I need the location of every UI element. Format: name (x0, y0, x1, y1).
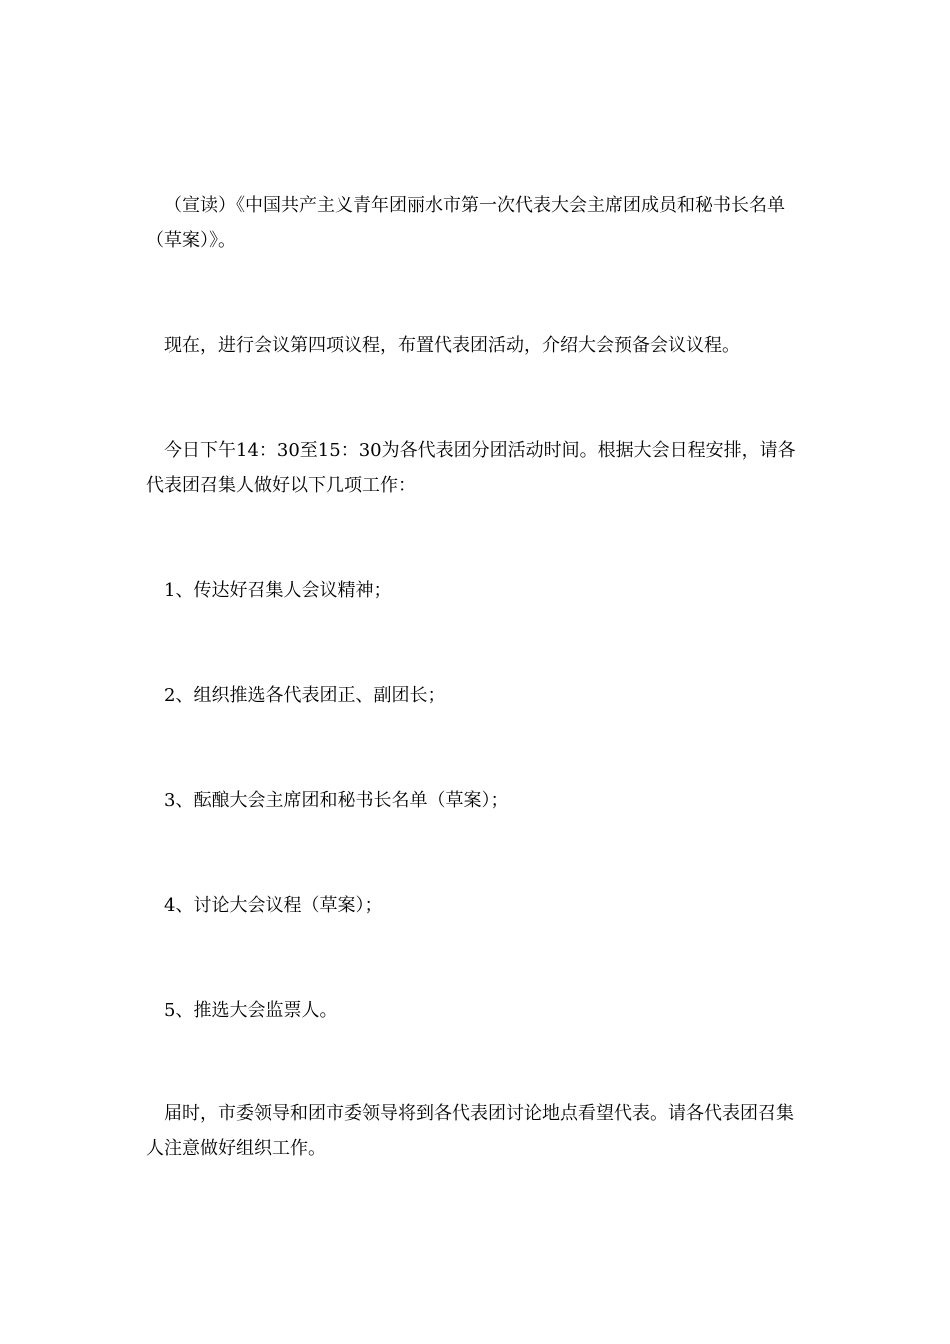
list-item-1: 1、传达好召集人会议精神； (164, 580, 392, 601)
list-item-3: 3、酝酿大会主席团和秘书长名单（草案）； (164, 790, 509, 811)
list-item-4: 4、讨论大会议程（草案）； (164, 895, 383, 916)
list-item-5: 5、推选大会监票人。 (164, 1000, 338, 1021)
paragraph-announcement: （宣读）《中国共产主义青年团丽水市第一次代表大会主席团成员和秘书长名单（草案）》。 (146, 195, 785, 251)
paragraph-schedule: 今日下午14：30至15：30为各代表团分团活动时间。根据大会日程安排，请各代表团召集人做好以下几项工作： (146, 440, 796, 496)
list-item-2: 2、组织推选各代表团正、副团长； (164, 685, 446, 706)
paragraph-closing: 届时，市委领导和团市委领导将到各代表团讨论地点看望代表。请各代表团召集人注意做好组织工作。 (146, 1103, 794, 1159)
paragraph-agenda-item-four: 现在，进行会议第四项议程，布置代表团活动，介绍大会预备会议议程。 (164, 335, 740, 356)
